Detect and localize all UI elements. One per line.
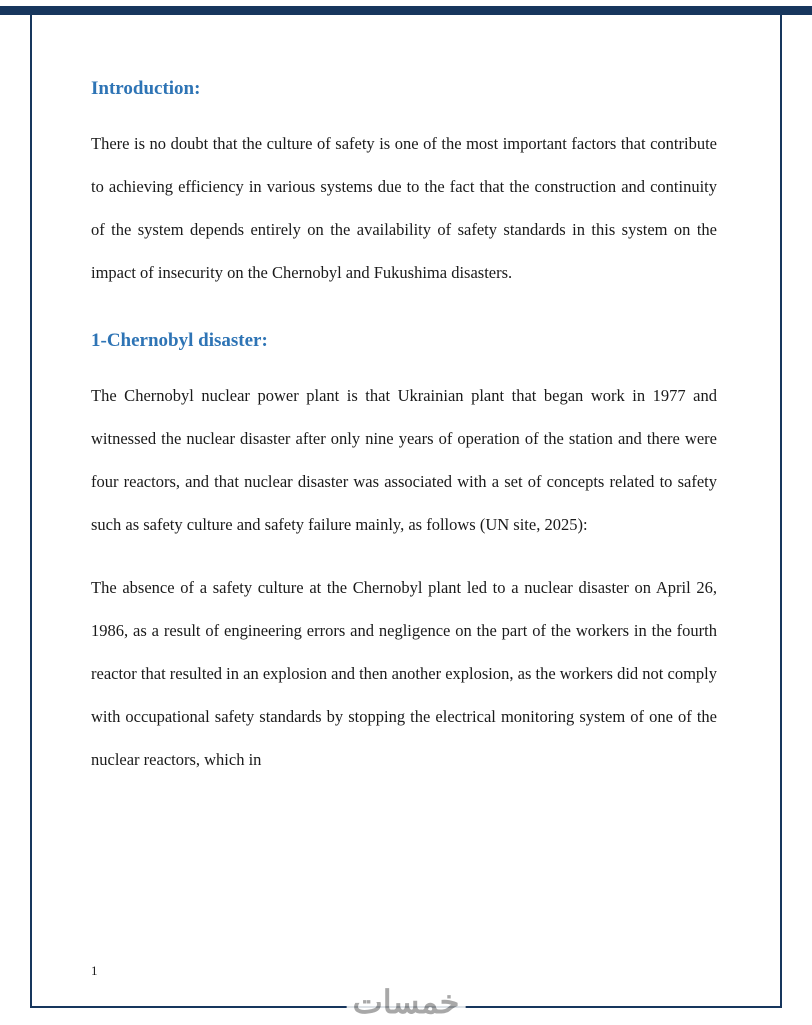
paragraph-chernobyl-plant: The Chernobyl nuclear power plant is that Ukrainian plant that began work in 1977 and witnessed the nuclear disaster after only nine years of operation of the station and there were four reactors, and that nuclear disaster was associated with a set of concepts related to safety such as safety culture and safety failure mainly, as follows (UN site, 2025): [91, 386, 717, 534]
watermark-logo: خمسات [347, 985, 466, 1019]
heading-introduction: Introduction: [91, 78, 201, 99]
page-number: 1 [91, 963, 98, 978]
heading-chernobyl-disaster: 1-Chernobyl disaster: [91, 330, 268, 351]
paragraph-introduction: There is no doubt that the culture of safety is one of the most important factors that contribute to achieving efficiency in various systems due to the fact that the construction and continuity of the system depends entirely on the availability of safety standards in this system on the impact of insecurity on the Chernobyl and Fukushima disasters. [91, 134, 717, 282]
document-content [91, 78, 717, 801]
page-border-top [0, 6, 812, 15]
paragraph-safety-culture-absence: The absence of a safety culture at the Chernobyl plant led to a nuclear disaster on April 26, 1986, as a result of engineering errors and negligence on the part of the workers in the fourth reactor that resulted in an explosion and then another explosion, as the workers did not comply with occupational safety standards by stopping the electrical monitoring system of one of the nuclear reactors, which in [91, 578, 717, 769]
